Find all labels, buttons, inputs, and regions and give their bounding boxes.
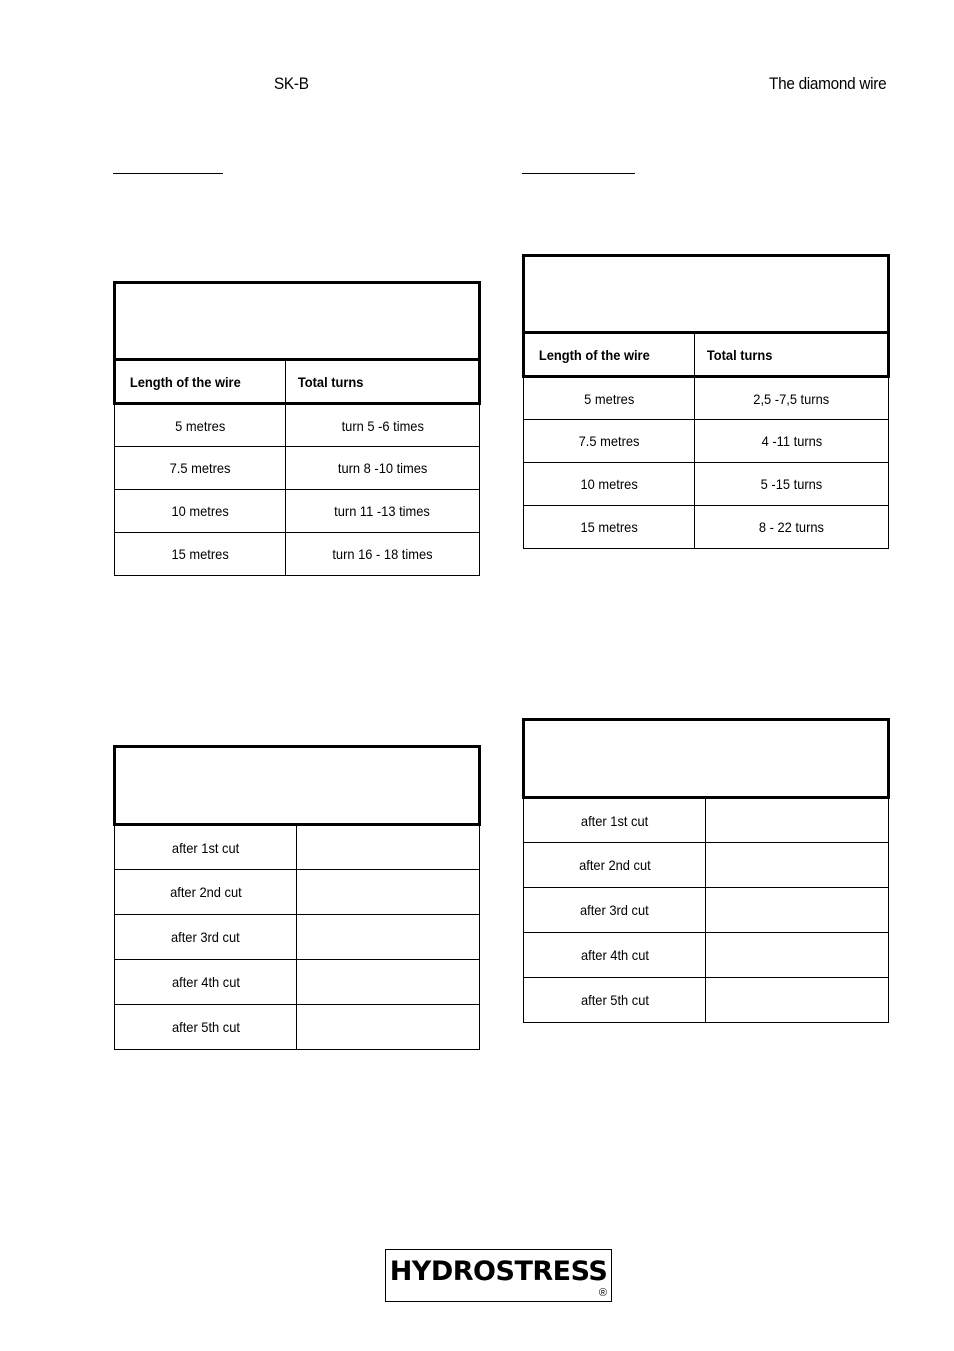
table-row: [115, 825, 480, 870]
cell-length: 10 metres: [580, 476, 638, 492]
table-caption: [115, 747, 480, 825]
cell-cut: after 3rd cut: [171, 929, 240, 945]
table-caption: [115, 283, 480, 360]
column-header: Total turns: [695, 333, 889, 377]
table-row: [524, 463, 889, 506]
table-row: [524, 420, 889, 463]
section-rule-left: [113, 173, 223, 174]
cell-turns: turn 11 -13 times: [334, 503, 431, 519]
header-left: SK-B: [274, 74, 309, 93]
table-caption: [524, 256, 889, 333]
table-row: [524, 506, 889, 549]
cell-cut: after 4th cut: [171, 974, 240, 990]
cell-length: 10 metres: [171, 503, 229, 519]
cell-value: [297, 825, 480, 870]
cell-turns: turn 8 -10 times: [337, 460, 428, 476]
table-row: [115, 960, 480, 1005]
cell-value: [297, 1005, 480, 1050]
cuts-table-left: [113, 745, 481, 1050]
table-row: [115, 1005, 480, 1050]
cell-value: [706, 843, 889, 888]
registered-mark: ®: [598, 1287, 607, 1299]
table-row: [115, 533, 480, 576]
table-row: [115, 447, 480, 490]
cell-value: [297, 870, 480, 915]
turns-table-right: [522, 254, 890, 549]
cell-cut: after 1st cut: [580, 812, 649, 829]
cell-value: [706, 933, 889, 978]
table-row: [115, 490, 480, 533]
cell-cut: after 2nd cut: [578, 857, 651, 873]
cell-turns: 2,5 -7,5 turns: [753, 390, 830, 407]
cell-cut: after 5th cut: [171, 1019, 240, 1035]
cell-turns: turn 16 - 18 times: [332, 546, 433, 562]
cell-cut: after 4th cut: [580, 947, 649, 963]
table-row: [524, 843, 889, 888]
hydrostress-logo: [385, 1249, 612, 1302]
table-row: [115, 915, 480, 960]
table-row: [524, 933, 889, 978]
cell-value: [297, 915, 480, 960]
cell-length: 5 metres: [583, 390, 635, 407]
cell-turns: 4 -11 turns: [761, 433, 822, 449]
cell-length: 15 metres: [171, 546, 229, 562]
cell-cut: after 5th cut: [580, 992, 649, 1008]
cell-cut: after 3rd cut: [580, 902, 649, 918]
table-row: [524, 377, 889, 420]
logo-text: HYDROSTRESS: [389, 1256, 608, 1287]
cell-turns: 8 - 22 turns: [758, 519, 825, 535]
cell-value: [706, 978, 889, 1023]
cell-value: [706, 798, 889, 843]
cell-value: [297, 960, 480, 1005]
section-rule-right: [522, 173, 635, 174]
table-row: [115, 404, 480, 447]
cell-cut: after 1st cut: [171, 839, 240, 856]
cell-turns: turn 5 -6 times: [341, 417, 424, 434]
column-header: Total turns: [286, 360, 480, 404]
table-row: [115, 870, 480, 915]
table-caption: [524, 720, 889, 798]
cell-length: 7.5 metres: [578, 433, 640, 449]
table-row: [524, 888, 889, 933]
cell-length: 5 metres: [174, 417, 226, 434]
table-row: [524, 978, 889, 1023]
header-right: The diamond wire: [768, 74, 886, 93]
cell-value: [706, 888, 889, 933]
cell-length: 7.5 metres: [169, 460, 231, 476]
cell-cut: after 2nd cut: [169, 884, 242, 900]
turns-table-left: [113, 281, 481, 576]
column-header: Length of the wire: [524, 333, 695, 377]
cuts-table-right: [522, 718, 890, 1023]
cell-turns: 5 -15 turns: [760, 476, 823, 492]
table-row: [524, 798, 889, 843]
cell-length: 15 metres: [580, 519, 638, 535]
column-header: Length of the wire: [115, 360, 286, 404]
